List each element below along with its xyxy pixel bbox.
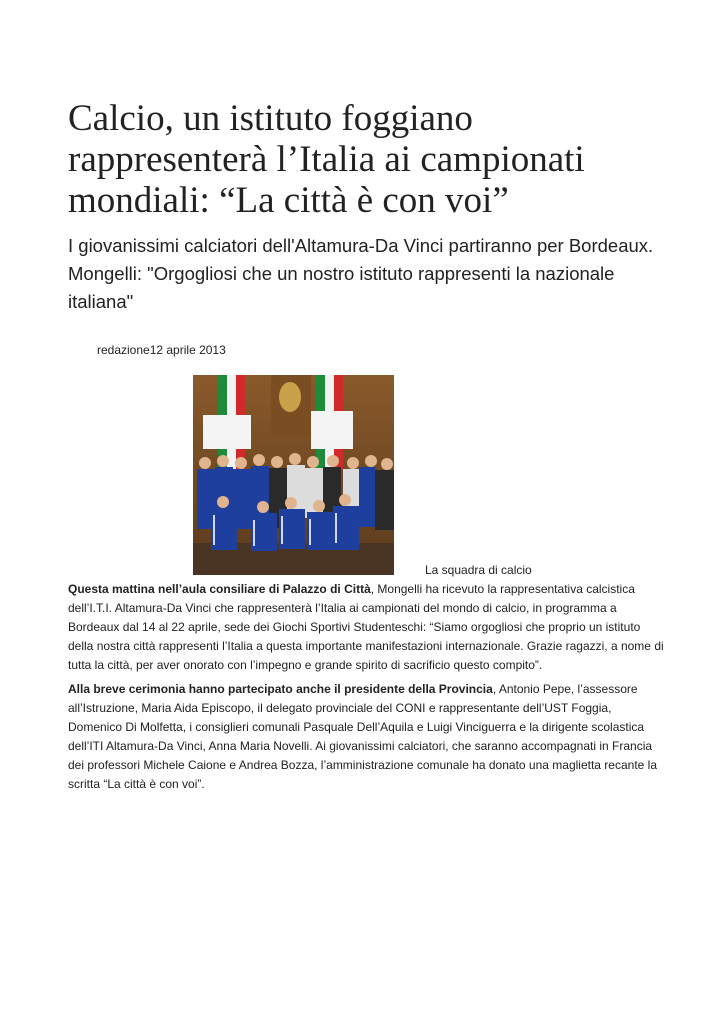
paragraph-1-body: , Mongelli ha ricevuto la rappresentativa calcistica dell’I.T.I. Altamura-Da Vinci che rappresenterà l’Italia ai campionati del mondo di calcio, in programma a Bordeaux dal 14 al 22 aprile, sede dei Giochi Sportivi Studenteschi: “Siamo orgogliosi che proprio un istituto della nostra città rappresenti l’Italia a questa importante manifestazioni internazionale. Grazie ragazzi, a nome di tutta la città, per aver onorato con l’impegno e grande spirito di sacrificio questo compito”.	[68, 582, 664, 672]
article-paragraph-2	[68, 680, 668, 794]
paragraph-1-lead: Questa mattina nell’aula consiliare di Palazzo di Città	[68, 582, 371, 596]
team-photo	[193, 375, 394, 575]
team-photo-illustration	[193, 375, 394, 575]
article-title: Calcio, un istituto foggiano rappresenterà l’Italia ai campionati mondiali: “La città è con voi”	[68, 98, 585, 221]
photo-caption: La squadra di calcio	[425, 563, 532, 577]
article-paragraph-1	[68, 580, 668, 675]
paragraph-2-lead: Alla breve cerimonia hanno partecipato anche il presidente della Provincia	[68, 682, 493, 696]
article-byline: redazione12 aprile 2013	[97, 343, 226, 357]
paragraph-2-body: , Antonio Pepe, l’assessore all’Istruzione, Maria Aida Episcopo, il delegato provinciale del CONI e rappresentante dell’UST Foggia, Domenico Di Molfetta, i consiglieri comunali Pasquale Dell’Aquila e Luigi Vinciguerra e la dirigente scolastica dell’ITI Altamura-Da Vinci, Anna Maria Novelli. Ai giovanissimi calciatori, che saranno accompagnati in Francia dei professori Michele Caione e Andrea Bozza, l’amministrazione comunale ha donato una maglietta recante la scritta “La città è con voi”.	[68, 682, 658, 791]
article-subtitle: I giovanissimi calciatori dell'Altamura-Da Vinci partiranno per Bordeaux. Mongelli: "Orgogliosi che un nostro istituto rappresenti la nazionale italiana"	[68, 235, 654, 312]
